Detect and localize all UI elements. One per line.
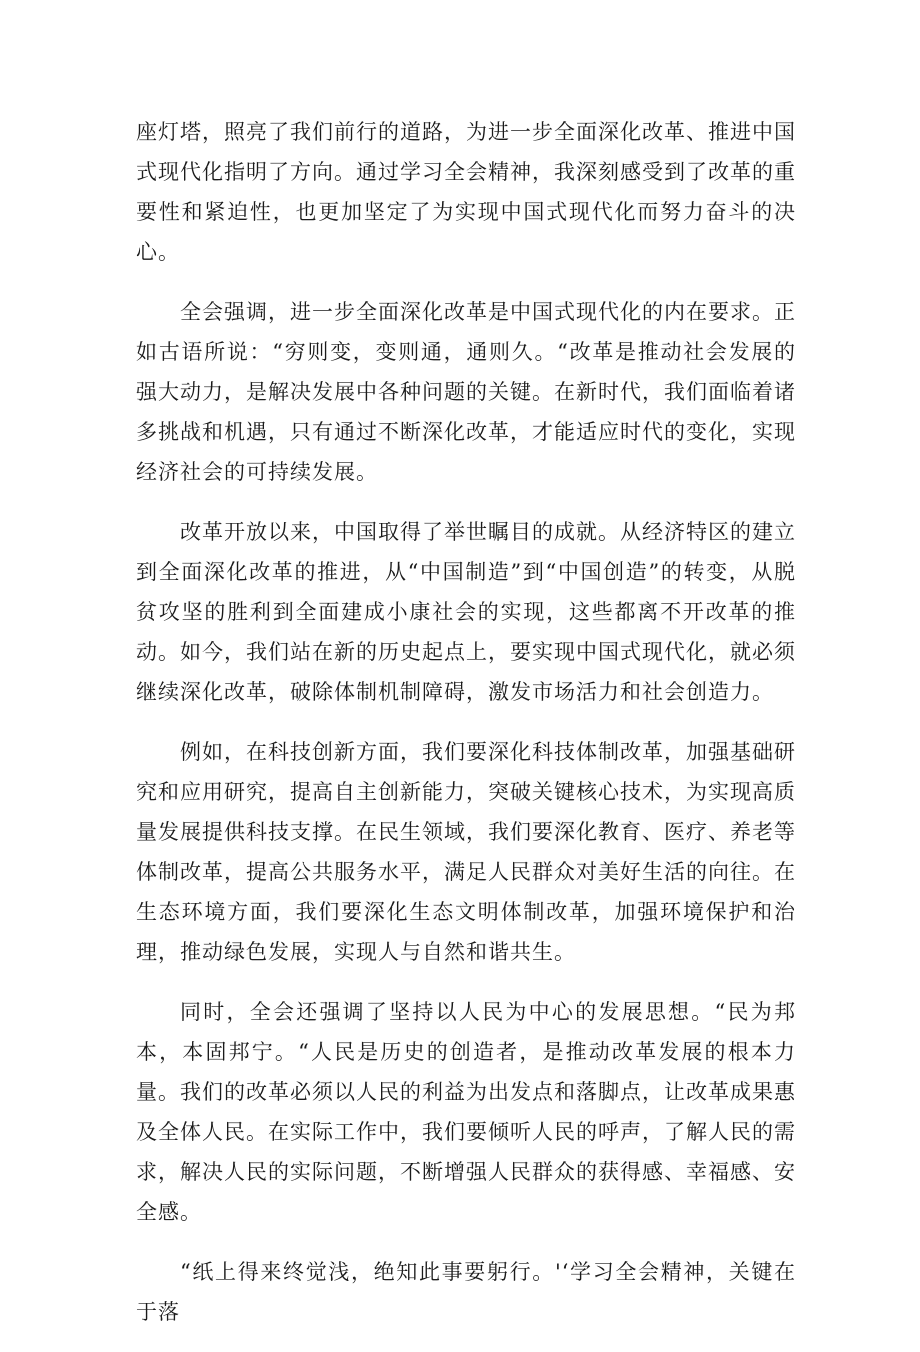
document-body: [136, 112, 796, 1352]
paragraph-4: 例如，在科技创新方面，我们要深化科技体制改革，加强基础研究和应用研究，提高自主创新能力，突破关键核心技术，为实现高质量发展提供科技支撑。在民生领域，我们要深化教育、医疗、养老等体制改革，提高公共服务水平，满足人民群众对美好生活的向往。在生态环境方面，我们要深化生态文明体制改革，加强环境保护和治理，推动绿色发展，实现人与自然和谐共生。: [136, 740, 796, 964]
paragraph-1: 座灯塔，照亮了我们前行的道路，为进一步全面深化改革、推进中国式现代化指明了方向。通过学习全会精神，我深刻感受到了改革的重要性和紧迫性，也更加坚定了为实现中国式现代化而努力奋斗的决心。: [136, 120, 796, 264]
paragraph-5: 同时，全会还强调了坚持以人民为中心的发展思想。“民为邦本，本固邦宁。“人民是历史的创造者，是推动改革发展的根本力量。我们的改革必须以人民的利益为出发点和落脚点，让改革成果惠及全体人民。在实际工作中，我们要倾听人民的呼声，了解人民的需求，解决人民的实际问题，不断增强人民群众的获得感、幸福感、安全感。: [136, 1000, 796, 1224]
paragraph-2: 全会强调，进一步全面深化改革是中国式现代化的内在要求。正如古语所说：“穷则变，变则通，通则久。“改革是推动社会发展的强大动力，是解决发展中各种问题的关键。在新时代，我们面临着诸多挑战和机遇，只有通过不断深化改革，才能适应时代的变化，实现经济社会的可持续发展。: [136, 300, 796, 484]
paragraph-6: “纸上得来终觉浅，绝知此事要躬行。'‘学习全会精神，关键在于落: [136, 1260, 796, 1324]
paragraph-3: 改革开放以来，中国取得了举世瞩目的成就。从经济特区的建立到全面深化改革的推进，从“中国制造”到“中国创造”的转变，从脱贫攻坚的胜利到全面建成小康社会的实现，这些都离不开改革的推动。如今，我们站在新的历史起点上，要实现中国式现代化，就必须继续深化改革，破除体制机制障碍，激发市场活力和社会创造力。: [136, 520, 796, 704]
